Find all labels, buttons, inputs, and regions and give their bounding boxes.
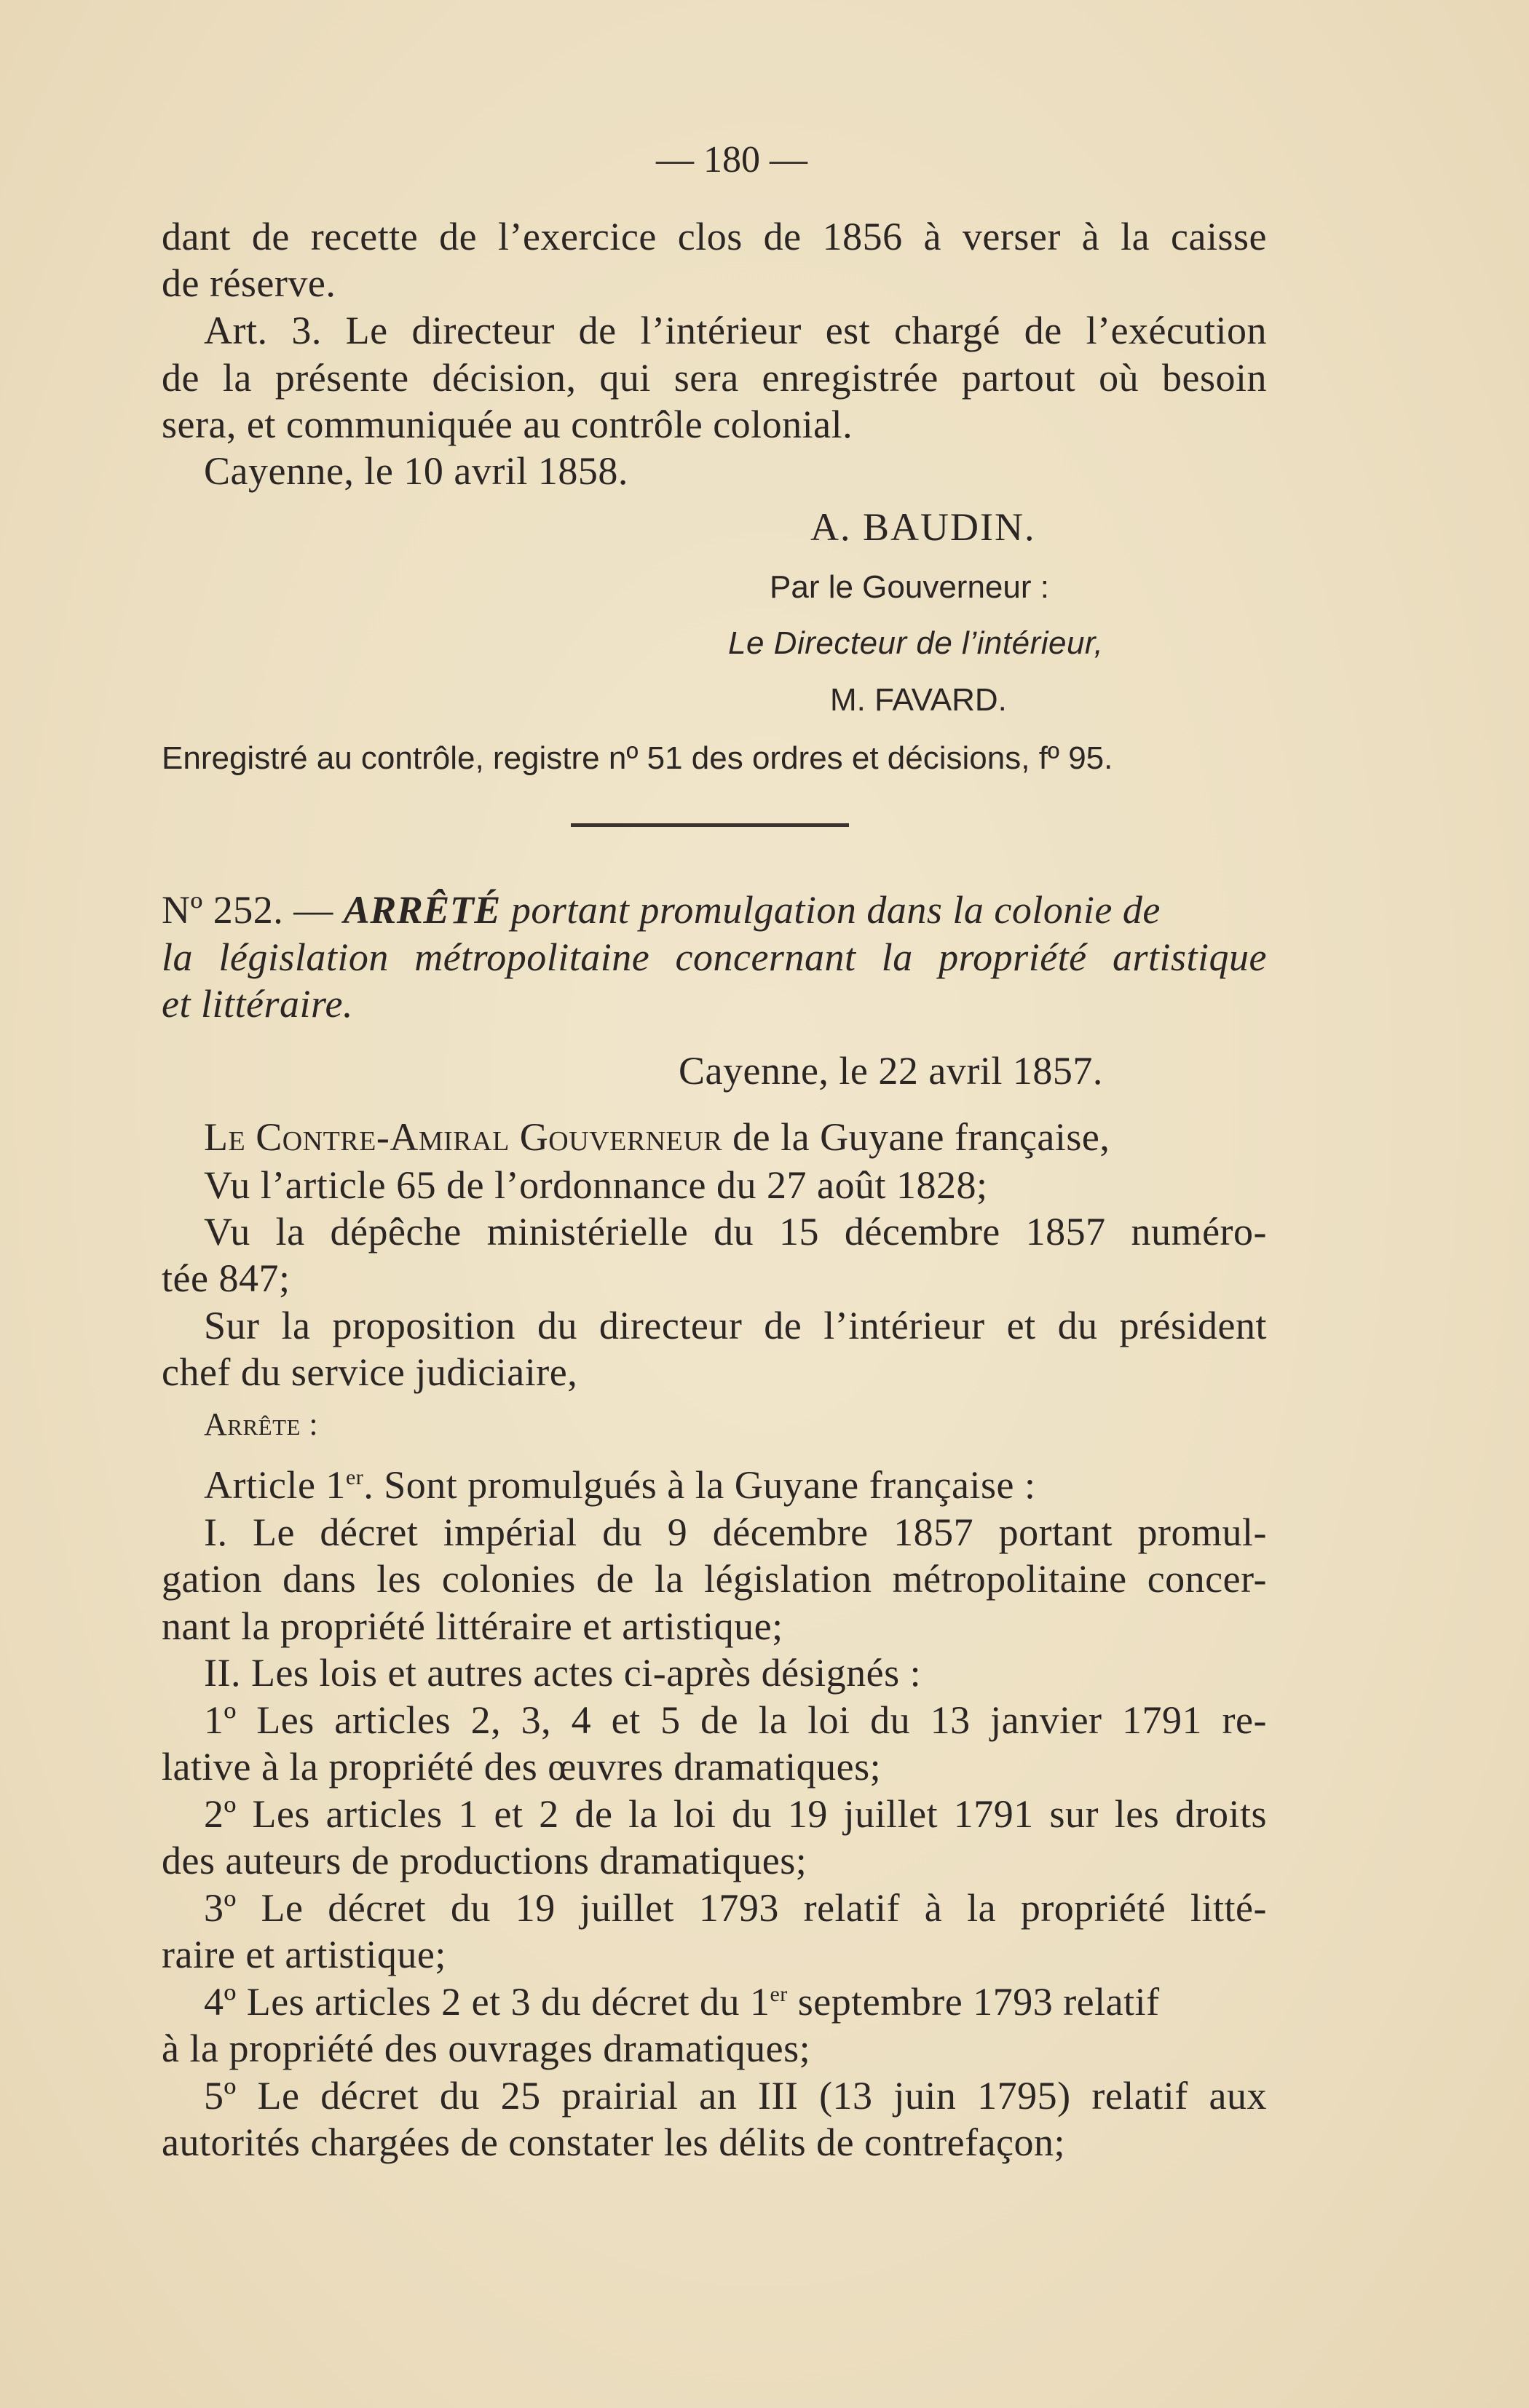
enregistre-note: Enregistré au contrôle, registre nº 51 des ordres et décisions, fº 95.: [162, 740, 1113, 776]
text-line: Cayenne, le 10 avril 1858.: [204, 449, 628, 493]
text-line: 4º Les articles 2 et 3 du décret du 1er septembre 1793 relatif: [204, 1980, 1160, 2024]
arrete-date: Cayenne, le 22 avril 1857.: [679, 1049, 1103, 1093]
text-line: des auteurs de productions dramatiques;: [162, 1839, 807, 1882]
arrete-heading-line1: [162, 887, 1267, 933]
text-line: chef du service judiciaire,: [162, 1350, 578, 1394]
text-line: Vu l’article 65 de l’ordonnance du 27 août 1828;: [204, 1163, 988, 1207]
text-line: 3º Le décret du 19 juillet 1793 relatif à la propriété litté-: [204, 1886, 1267, 1930]
text-line: Vu la dépêche ministérielle du 15 décembre 1857 numéro-: [204, 1210, 1267, 1253]
preamble-rest: de la Guyane française,: [732, 1115, 1110, 1159]
page-number: — 180 —: [656, 139, 807, 181]
text-line: gation dans les colonies de la législation métropolitaine concer-: [162, 1557, 1267, 1601]
text-line: 1º Les articles 2, 3, 4 et 5 de la loi du 13 janvier 1791 re-: [204, 1698, 1267, 1742]
arrete-label: Arrête :: [204, 1406, 319, 1442]
par-le-gouverneur: Par le Gouverneur :: [770, 569, 1049, 605]
text-line: autorités chargées de constater les délits de contrefaçon;: [162, 2120, 1065, 2164]
text-line: I. Le décret impérial du 9 décembre 1857 portant promul-: [204, 1510, 1267, 1554]
text-line: à la propriété des ouvrages dramatiques;: [162, 2027, 811, 2070]
arrete-heading-line2: la législation métropolitaine concernant la propriété artistique: [162, 935, 1267, 979]
arrete-heading-line3: et littéraire.: [162, 982, 353, 1026]
article-1: Article 1er. Sont promulgués à la Guyane française :: [204, 1463, 1036, 1507]
text-line: II. Les lois et autres actes ci-après désignés :: [204, 1651, 922, 1695]
directeur-interieur: Le Directeur de l’intérieur,: [728, 625, 1104, 661]
text-line: tée 847;: [162, 1256, 291, 1300]
text-line: sera, et communiquée au contrôle colonial.: [162, 403, 853, 446]
text-line: de réserve.: [162, 261, 336, 305]
text-line: dant de recette de l’exercice clos de 1856 à verser à la caisse: [162, 215, 1267, 258]
signature-baudin: A. BAUDIN.: [810, 505, 1036, 549]
text-line: 5º Le décret du 25 prairial an III (13 juin 1795) relatif aux: [204, 2074, 1267, 2118]
text-line: de la présente décision, qui sera enregistrée partout où besoin: [162, 356, 1267, 400]
text-line: Art. 3. Le directeur de l’intérieur est chargé de l’exécution: [204, 309, 1267, 352]
signature-favard: M. FAVARD.: [830, 682, 1007, 718]
preamble-governor: Le Contre-Amiral Gouverneur: [204, 1115, 723, 1159]
text-line: raire et artistique;: [162, 1933, 446, 1976]
separator-rule: [571, 823, 849, 827]
arrete-title-bold: ARRÊTÉ: [343, 888, 501, 932]
text-line: lative à la propriété des œuvres dramatiques;: [162, 1745, 882, 1789]
text-line: nant la propriété littéraire et artistique;: [162, 1604, 783, 1648]
arrete-number: Nº 252. —: [162, 888, 333, 932]
text-line: Sur la proposition du directeur de l’intérieur et du président: [204, 1304, 1267, 1347]
preamble: [204, 1114, 1110, 1160]
arrete-title: portant promulgation dans la colonie de: [510, 888, 1161, 932]
text-line: 2º Les articles 1 et 2 de la loi du 19 juillet 1791 sur les droits: [204, 1792, 1267, 1836]
